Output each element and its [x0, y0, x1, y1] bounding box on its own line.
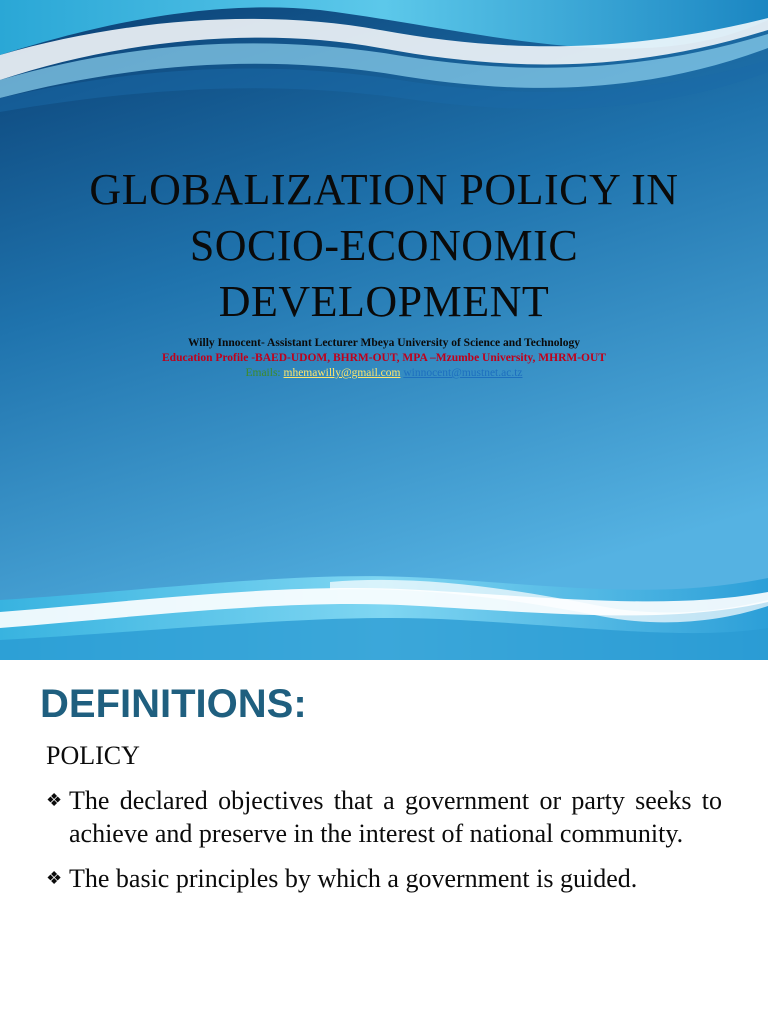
policy-subheading: POLICY — [46, 741, 140, 770]
definition-list — [46, 784, 722, 907]
diamond-bullet-icon: ❖ — [46, 868, 63, 888]
definitions-heading: DEFINITIONS: — [40, 682, 307, 726]
slide-title — [0, 162, 768, 330]
title-line: SOCIO-ECONOMIC — [189, 221, 579, 270]
email-link-2[interactable]: winnocent@mustnet.ac.tz — [403, 367, 523, 379]
emails-label: Emails: — [245, 367, 281, 379]
definitions-slide — [0, 660, 768, 1024]
title-line: GLOBALIZATION POLICY IN — [89, 165, 679, 214]
list-item — [46, 784, 722, 850]
education-profile: Education Profile -BAED-UDOM, BHRM-OUT, MPA –Mzumbe University, MHRM-OUT — [162, 352, 606, 364]
title-line: DEVELOPMENT — [218, 277, 550, 326]
emails-line — [0, 366, 768, 381]
list-item-text: The basic principles by which a government is guided. — [69, 864, 638, 893]
list-item — [46, 862, 722, 895]
list-item-text: The declared objectives that a government or party seeks to achieve and preserve in the interest of national community. — [69, 786, 722, 848]
email-link-1[interactable]: mhemawilly@gmail.com — [283, 367, 401, 379]
author-line: Willy Innocent- Assistant Lecturer Mbeya University of Science and Technology — [188, 337, 580, 349]
diamond-bullet-icon: ❖ — [46, 790, 63, 810]
